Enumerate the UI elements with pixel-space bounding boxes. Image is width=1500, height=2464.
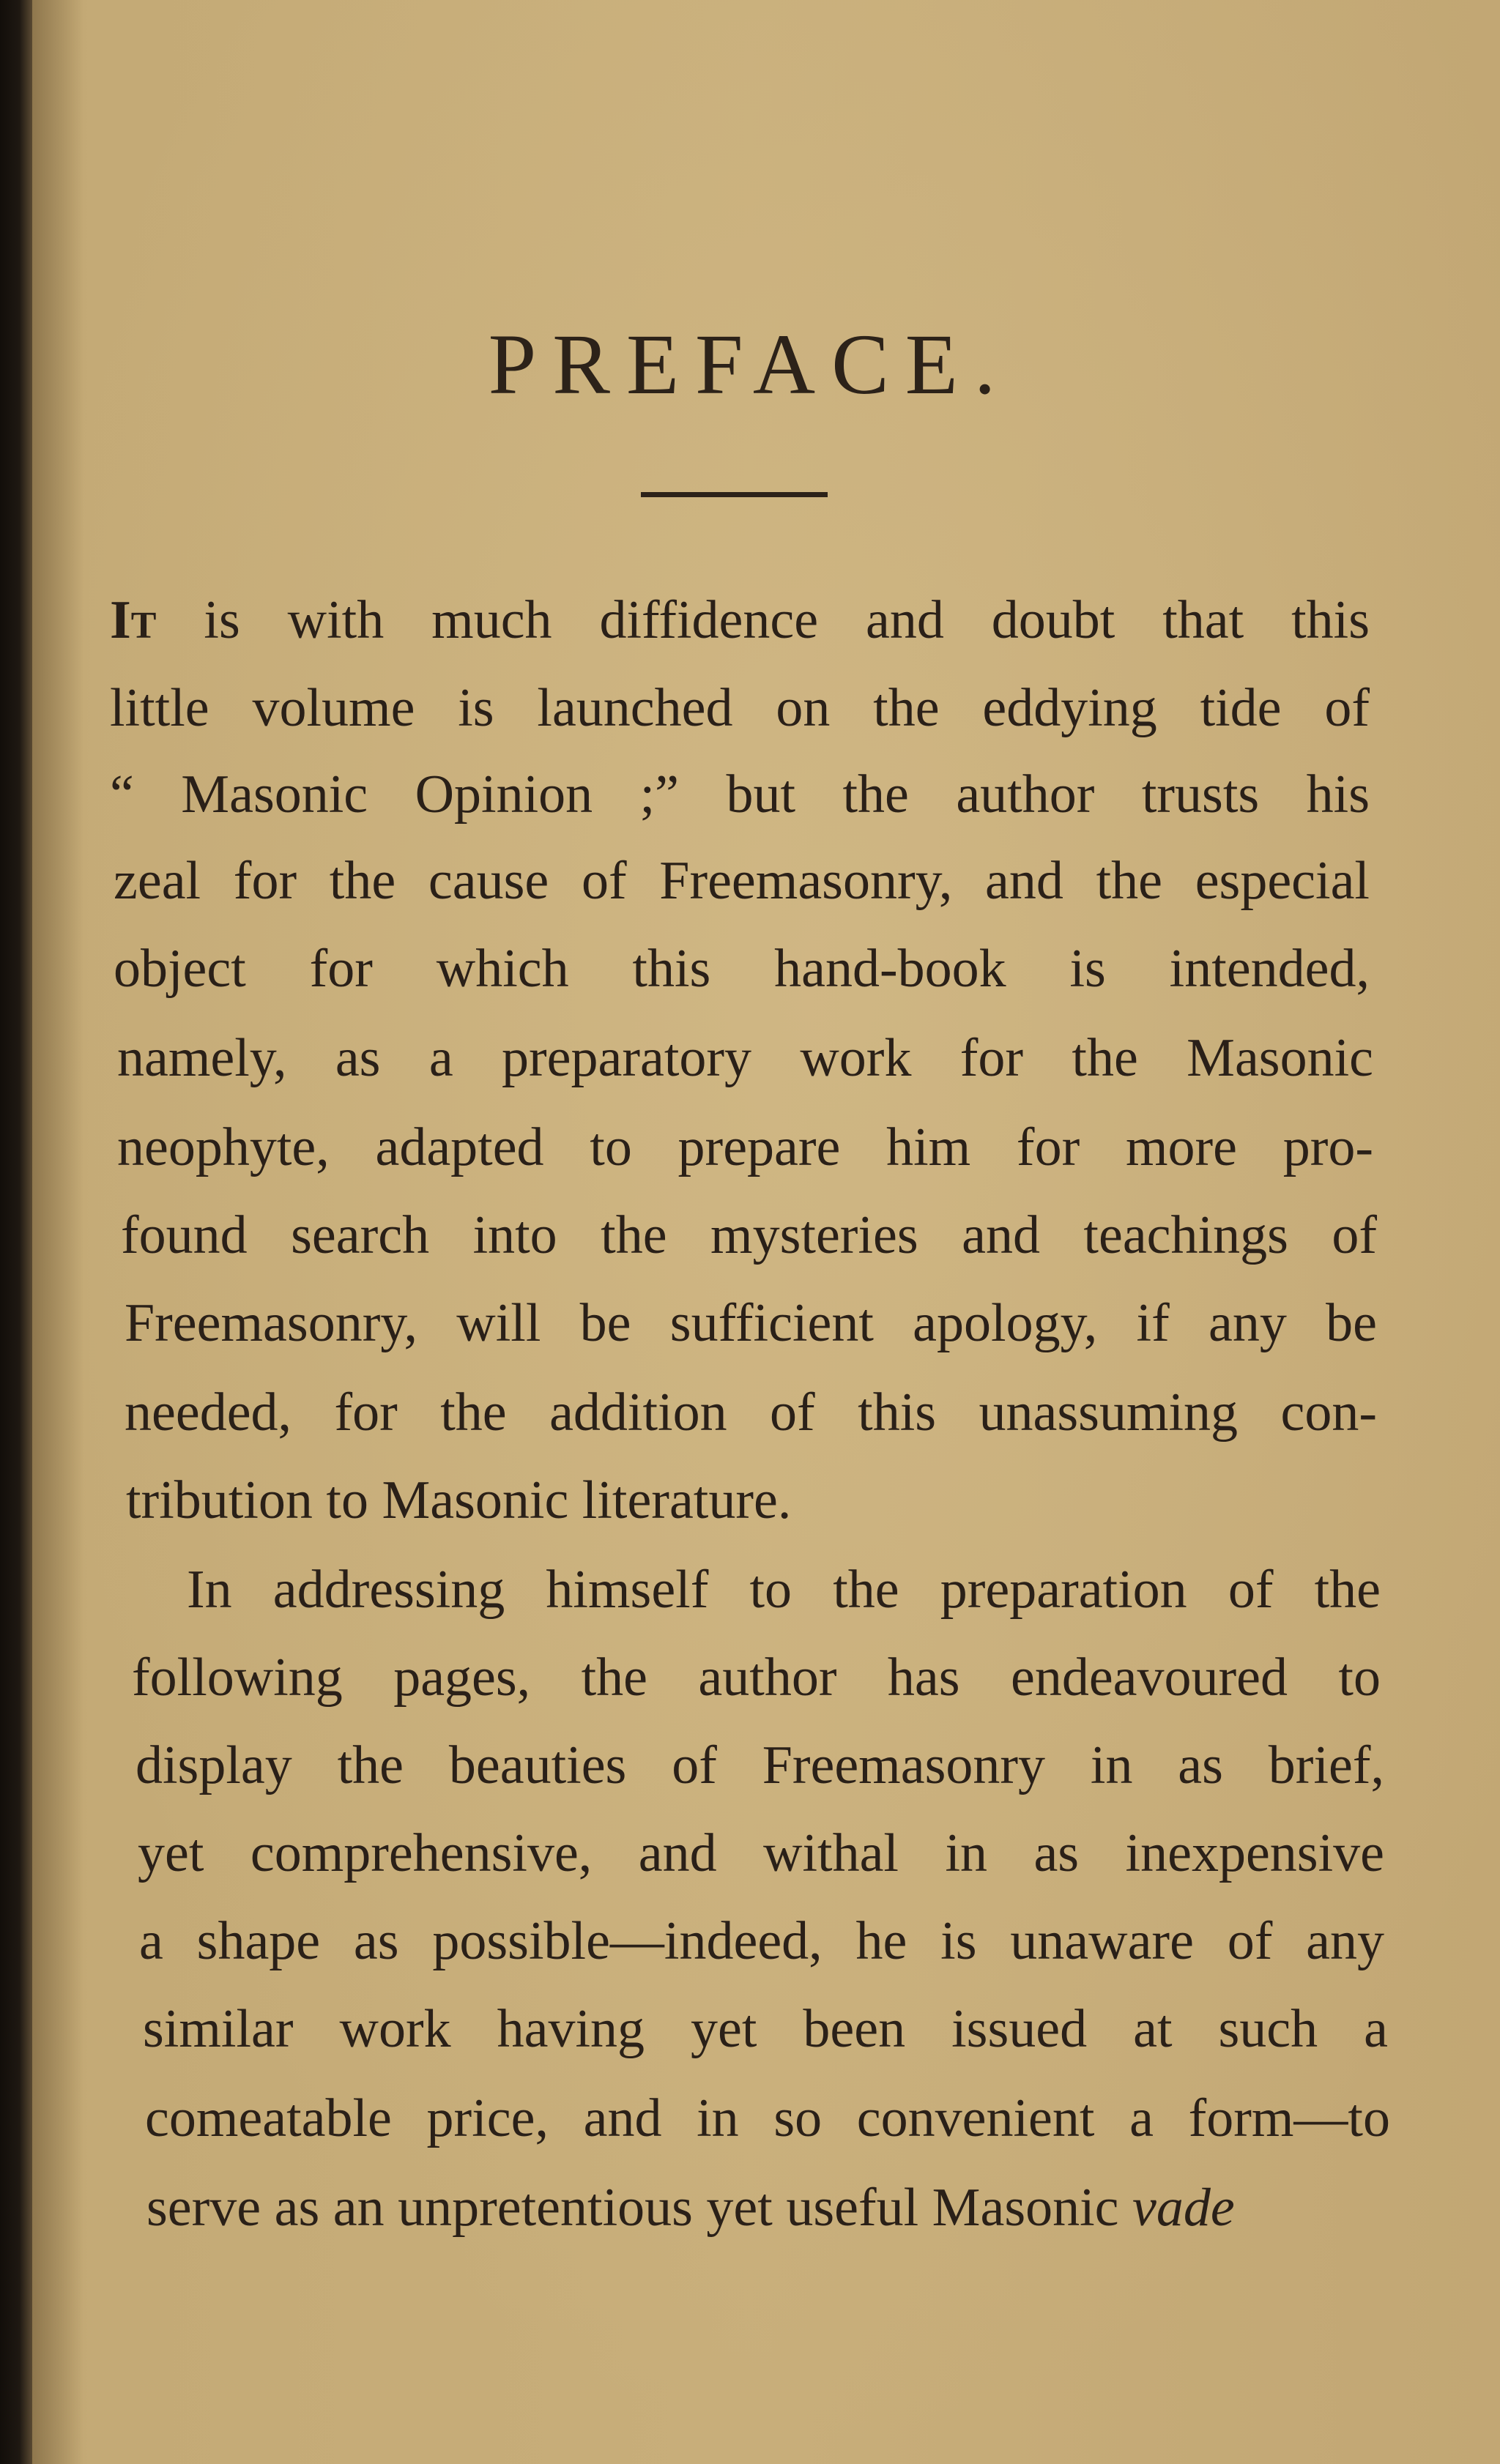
text-line: found search into the mysteries and teachings of bbox=[121, 1205, 1377, 1265]
text-line: display the beauties of Freemasonry in as brief, bbox=[135, 1735, 1384, 1795]
text-line: neophyte, adapted to prepare him for more pro- bbox=[117, 1117, 1373, 1177]
text-line: Freemasonry, will be sufficient apology, if any be bbox=[125, 1293, 1377, 1353]
text-line: It is with much diffidence and doubt that this bbox=[110, 590, 1370, 650]
italic-word: vade bbox=[1132, 2178, 1235, 2238]
text-line: following pages, the author has endeavoured to bbox=[132, 1648, 1381, 1708]
text-line: namely, as a preparatory work for the Masonic bbox=[117, 1028, 1373, 1088]
text-line: In addressing himself to the preparation of the bbox=[187, 1560, 1381, 1620]
text-line: “ Masonic Opinion ;” but the author trusts his bbox=[110, 764, 1370, 825]
text-line: needed, for the addition of this unassuming con- bbox=[125, 1382, 1377, 1443]
text-line: comeatable price, and in so convenient a form—to bbox=[145, 2088, 1390, 2148]
page-title: PREFACE. bbox=[488, 316, 1012, 412]
text-line: tribution to Masonic literature. bbox=[126, 1470, 792, 1530]
text-line: similar work having yet been issued at such a bbox=[143, 1999, 1388, 2059]
text-line: little volume is launched on the eddying tide of bbox=[110, 678, 1370, 738]
text-line: object for which this hand-book is intended, bbox=[114, 939, 1370, 999]
text-line: serve as an unpretentious yet useful Masonic vade bbox=[146, 2178, 1235, 2238]
title-rule bbox=[641, 492, 828, 497]
drop-word: It bbox=[110, 590, 157, 650]
text-line: yet comprehensive, and withal in as inexpensive bbox=[138, 1823, 1384, 1883]
text-line: a shape as possible—indeed, he is unaware of any bbox=[139, 1911, 1384, 1971]
text-line: zeal for the cause of Freemasonry, and the especial bbox=[114, 851, 1370, 911]
